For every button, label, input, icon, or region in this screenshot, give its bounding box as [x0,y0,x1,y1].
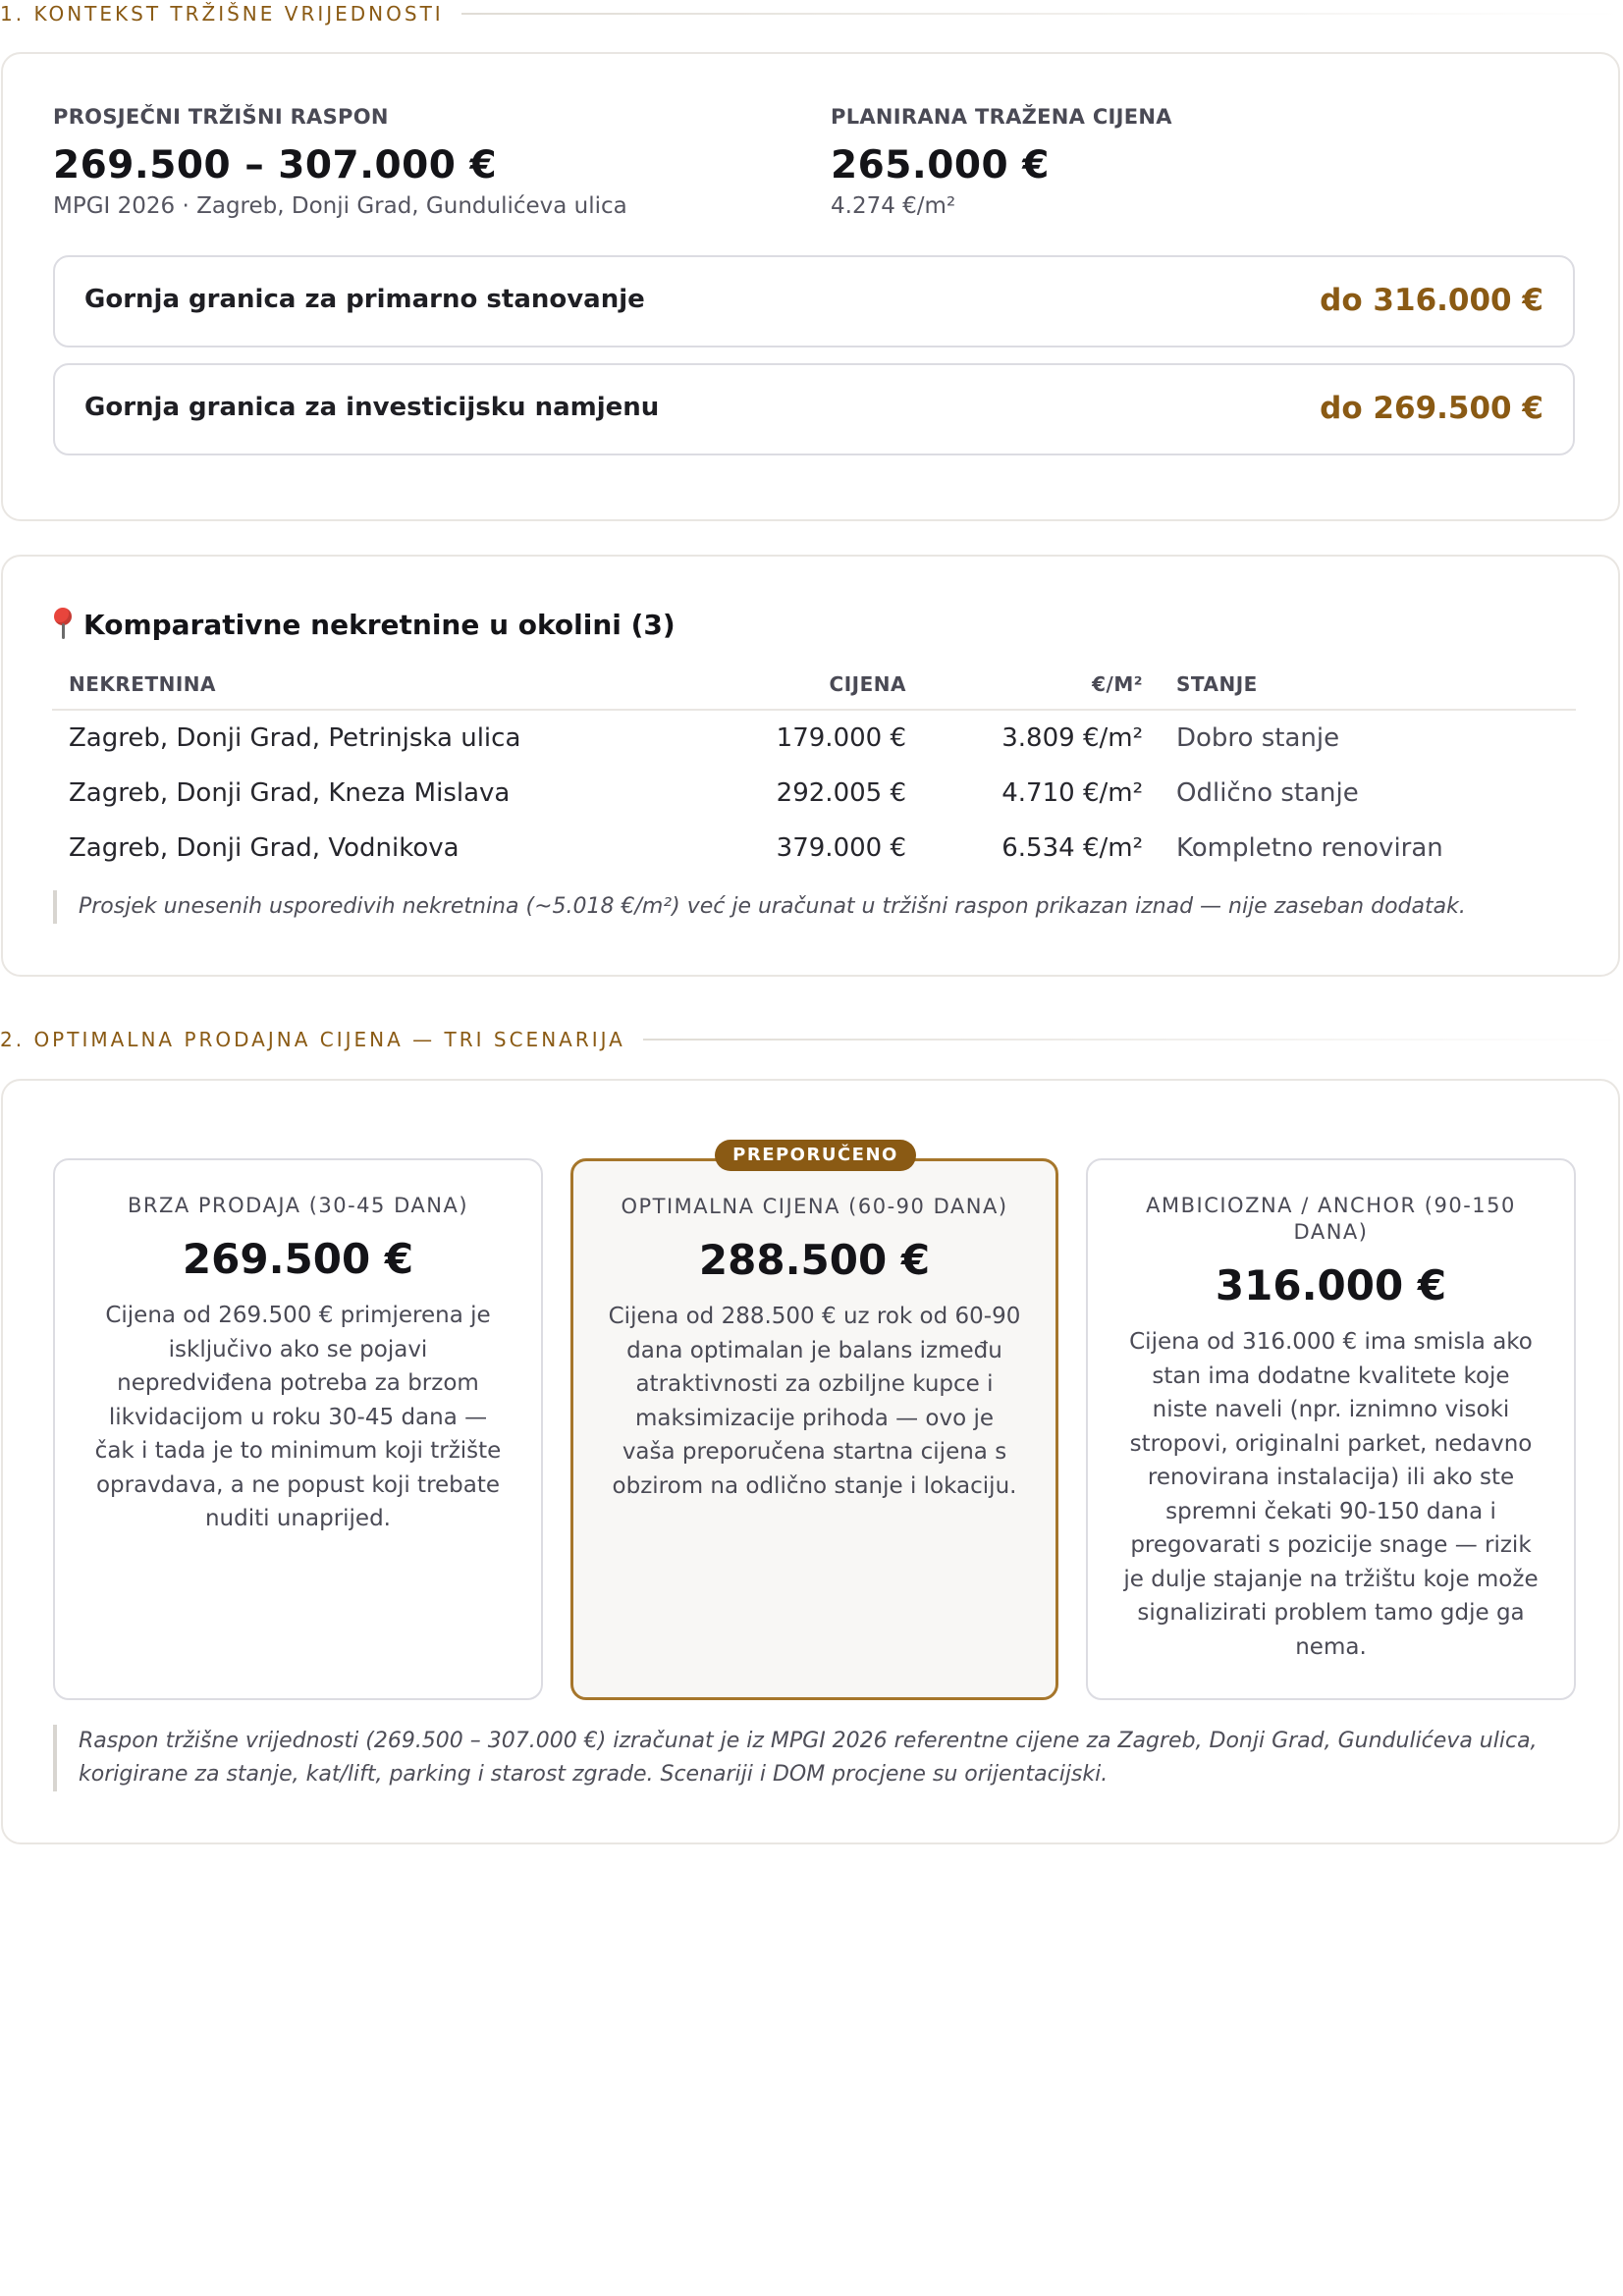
table-row-3-price: 379.000 € [776,833,906,863]
scenario-quick-sale [53,1158,543,1700]
scenario-quick-sale-price: 269.500 € [182,1235,414,1283]
comparables-title-text: Komparativne nekretnine u okolini (3) [83,608,676,641]
scenarios-note: Raspon tržišne vrijednosti (269.500 – 307.000 €) izračunat je iz MPGI 2026 referentne cijene za Zagreb, Donji Grad, Gundulićeva ulica, korigirane za stanje, kat/lift, parking i starost zgrade. Scenariji i DOM procjene su orijentacijski. [53,1725,1575,1791]
limit-primary-residence [53,255,1575,347]
pin-icon [52,608,74,641]
asking-price-value: 265.000 € [831,143,1050,187]
limit-investment-label: Gornja granica za investicijsku namjenu [84,393,660,422]
table-header-divider [52,709,1576,711]
scenario-optimal-price: 288.500 € [698,1236,931,1284]
scenario-ambitious-price: 316.000 € [1215,1261,1447,1309]
scenario-optimal [570,1158,1058,1700]
market-range-value: 269.500 – 307.000 € [53,143,498,187]
comparables-title [52,608,676,641]
table-row-2-condition: Odlično stanje [1176,778,1359,808]
table-row-2-price: 292.005 € [776,778,906,808]
limit-primary-label: Gornja granica za primarno stanovanje [84,285,645,314]
limit-investment [53,363,1575,455]
scenario-quick-sale-title: BRZA PRODAJA (30-45 DANA) [127,1194,469,1217]
limit-investment-value: do 269.500 € [1320,391,1543,426]
scenario-ambitious-title: AMBICIOZNA / ANCHOR (90-150 DANA) [1146,1194,1516,1244]
market-range-label: PROSJEČNI TRŽIŠNI RASPON [53,105,389,129]
table-row-1-property: Zagreb, Donji Grad, Petrinjska ulica [69,723,521,753]
scenario-optimal-title: OPTIMALNA CIJENA (60-90 DANA) [621,1195,1008,1218]
comparables-card [1,555,1620,977]
table-row-3-condition: Kompletno renoviran [1176,833,1443,863]
table-row-3-per-m2: 6.534 €/m² [1001,833,1143,863]
limit-primary-value: do 316.000 € [1320,283,1543,318]
table-row-1-condition: Dobro stanje [1176,723,1340,753]
market-context-card [1,52,1620,521]
table-row-3-property: Zagreb, Donji Grad, Vodnikova [69,833,460,863]
scenarios-card [1,1079,1620,1844]
scenario-quick-sale-desc: Cijena od 269.500 € primjerena je isključivo ako se pojavi nepredviđena potreba za brzom likvidacijom u roku 30-45 dana — čak i tada je to minimum koji tržište opravdava, a ne popust koji trebate nuditi unaprijed. [94,1303,502,1531]
table-row-2-per-m2: 4.710 €/m² [1001,778,1143,808]
column-header-property: NEKRETNINA [69,672,216,696]
section-heading-divider [643,1039,1623,1041]
recommended-badge: PREPORUČENO [715,1140,916,1171]
section-heading-market-context [0,2,1623,26]
section-heading-divider [461,13,1623,15]
scenario-optimal-desc: Cijena od 288.500 € uz rok od 60-90 dana optimalan je balans između atraktivnosti za ozbiljne kupce i maksimizacije prihoda — ovo je vaša preporučena startna cijena s obzirom na odlično stanje i lokaciju. [608,1304,1021,1499]
section-heading-text: 1. KONTEKST TRŽIŠNE VRIJEDNOSTI [0,2,444,26]
table-row-1-per-m2: 3.809 €/m² [1001,723,1143,753]
section-heading-text: 2. OPTIMALNA PRODAJNA CIJENA — TRI SCENARIJA [0,1028,625,1051]
column-header-price: CIJENA [829,672,906,696]
table-row-1-price: 179.000 € [776,723,906,753]
scenario-ambitious-desc: Cijena od 316.000 € ima smisla ako stan ima dodatne kvalitete koje niste naveli (npr. iznimno visoki stropovi, originalni parket, nedavno renovirana instalacija) ili ako ste spremni čekati 90-150 dana i pregovarati s pozicije snage — rizik je dulje stajanje na tržištu koje može signalizirati problem tamo gdje ga nema. [1123,1329,1539,1660]
asking-price-per-m2: 4.274 €/m² [831,193,956,219]
section-heading-optimal-price [0,1028,1623,1051]
asking-price-label: PLANIRANA TRAŽENA CIJENA [831,105,1172,129]
table-row-2-property: Zagreb, Donji Grad, Kneza Mislava [69,778,511,808]
scenario-ambitious [1086,1158,1576,1700]
market-range-source: MPGI 2026 · Zagreb, Donji Grad, Gundulićeva ulica [53,193,627,219]
comparables-note: Prosjek unesenih usporedivih nekretnina (~5.018 €/m²) već je uračunat u tržišni raspon prikazan iznad — nije zaseban dodatak. [53,890,1565,924]
column-header-per-m2: €/M² [1092,672,1143,696]
column-header-condition: STANJE [1176,672,1258,696]
